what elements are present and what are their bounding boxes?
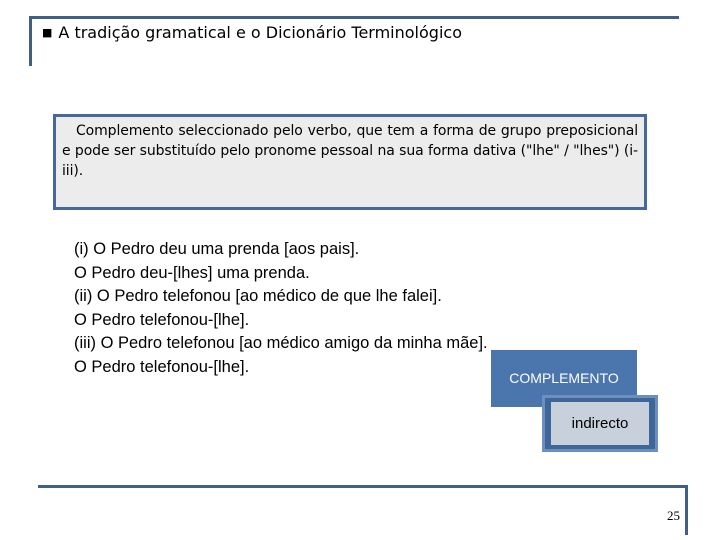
square-bullet-icon: ■	[42, 25, 53, 39]
slide-title: A tradição gramatical e o Dicionário Terminológico	[58, 22, 462, 42]
example-line: O Pedro deu-[lhes] uma prenda.	[74, 263, 310, 282]
example-line: (iii) O Pedro telefonou [ao médico amigo da minha mãe].	[74, 334, 488, 352]
top-divider	[29, 16, 679, 19]
slide-title-row	[42, 22, 462, 42]
indirecto-label: indirecto	[571, 415, 629, 432]
example-line: O Pedro telefonou-[lhe].	[74, 357, 250, 376]
example-line: O Pedro telefonou-[lhe].	[74, 310, 250, 329]
bottom-divider	[38, 485, 688, 488]
definition-text: Complemento seleccionado pelo verbo, que tem a forma de grupo preposicional e pode ser substituído pelo pronome pessoal na sua forma dativa ("lhe" / "lhes") (i-iii).	[62, 123, 638, 179]
bottom-right-accent-bar	[685, 485, 688, 535]
example-line: (ii) O Pedro telefonou [ao médico de que lhe falei].	[74, 287, 442, 305]
page-number: 25	[667, 508, 680, 523]
examples-list	[74, 238, 488, 379]
indirecto-inner	[551, 402, 649, 445]
top-left-accent-bar	[29, 16, 32, 66]
example-line: (i) O Pedro deu uma prenda [aos pais].	[74, 240, 360, 258]
complemento-label: COMPLEMENTO	[509, 369, 619, 386]
indirecto-button[interactable]	[542, 395, 658, 452]
definition-box	[53, 114, 647, 210]
